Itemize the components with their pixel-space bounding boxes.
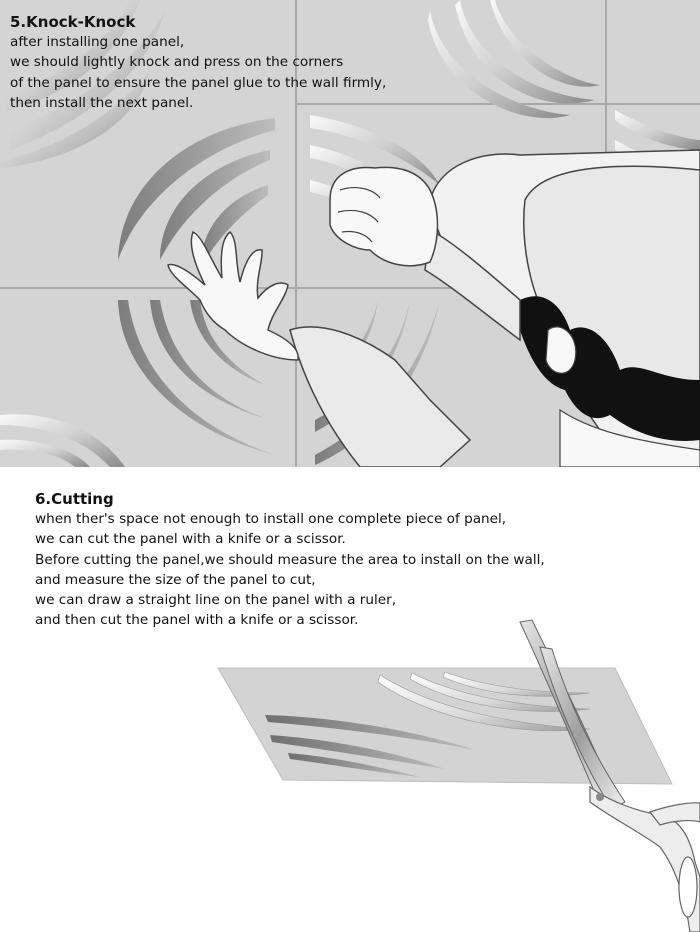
panel-sheet [218,668,672,784]
cutting-panel-image [0,467,700,932]
step-6-line: and then cut the panel with a knife or a scissor. [35,612,359,629]
cutting-illustration [0,467,700,932]
step-5-heading: 5.Knock-Knock [10,13,136,31]
step-6-heading: 6.Cutting [35,490,114,508]
step-6-line: Before cutting the panel,we should measure the area to install on the wall, [35,551,545,568]
step-6-line: we can cut the panel with a knife or a scissor. [35,531,346,548]
step-5-line: we should lightly knock and press on the corners [10,54,344,71]
step-5-line: of the panel to ensure the panel glue to the wall firmly, [10,74,387,91]
step-5-text [10,12,386,113]
step-5-line: then install the next panel. [10,94,194,111]
step-6-line: when ther's space not enough to install one complete piece of panel, [35,511,507,527]
step-6-line: and measure the size of the panel to cut, [35,571,316,588]
step-5-line: after installing one panel, [10,34,185,50]
step-6-line: we can draw a straight line on the panel with a ruler, [35,592,397,609]
